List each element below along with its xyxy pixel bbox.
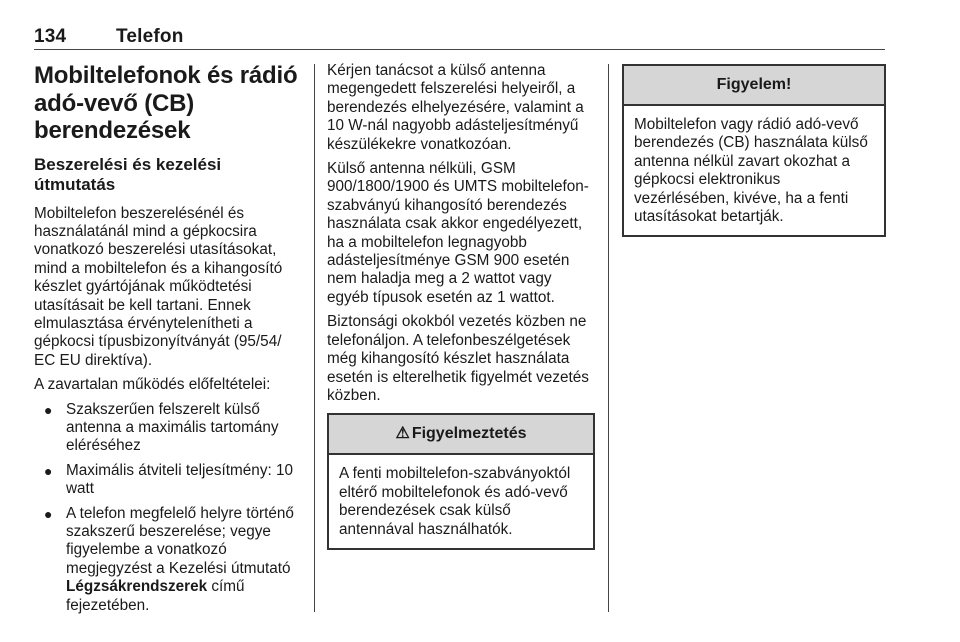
- warning-icon: ⚠: [395, 425, 410, 443]
- column-2: [327, 62, 595, 550]
- header-rule: [34, 49, 885, 50]
- list-item-text: A telefon megfelelő helyre történő szakszerű beszerelése; vegye figyelembe a vonatkozó megjegyzést a Kezelési útmutató: [66, 504, 294, 577]
- list-item-text: Maximális átviteli teljesítmény: 10 watt: [66, 461, 293, 498]
- gsm-paragraph: Külső antenna nélküli, GSM 900/1800/1900 és UMTS mobiltelefon-szabványú kihangosító berendezés használata csak akkor engedélyezett, ha a mobiltelefon legnagyobb adásteljesítménye GSM 900 esetén nem haladja meg a 2 wattot vagy egyéb típusok esetén az 1 wattot.: [327, 160, 589, 306]
- bullet-icon: ●: [44, 401, 53, 418]
- column-1: [34, 62, 302, 621]
- page-number: 134: [34, 26, 67, 47]
- list-item: [34, 505, 302, 615]
- prerequisites-paragraph: A zavartalan működés előfeltételei:: [34, 376, 271, 394]
- page-title: Mobiltelefonok és rádió adó-vevő (CB) berendezések: [34, 62, 298, 144]
- warning-header: [329, 415, 593, 455]
- warning-title: Figyelmeztetés: [411, 425, 527, 443]
- safety-paragraph: Biztonsági okokból vezetés közben ne telefonáljon. A telefonbeszélgetések még kihangosító készlet használata esetén is elterelhetik figyelmét vezetés közben.: [327, 313, 589, 404]
- warning-text: A fenti mobiltelefon-szabványoktól eltérő mobiltelefonok és adó-vevő berendezések csak külső antennával használhatók.: [339, 465, 571, 538]
- column-3: [622, 64, 886, 237]
- subtitle: Beszerelési és kezelési útmutatás: [34, 154, 222, 194]
- antenna-paragraph: Kérjen tanácsot a külső antenna megengedett felszerelési helyeiről, a berendezés elhelyezésére, valamint a 10 W-nál nagyobb adásteljesítményű készülékekre vonatkozóan.: [327, 62, 584, 153]
- list-item-text-end: című fejezetében.: [66, 578, 245, 614]
- section-title: Telefon: [116, 26, 184, 47]
- notice-box: [622, 64, 886, 237]
- page-header: [34, 26, 184, 48]
- warning-box: [327, 413, 595, 550]
- airbag-reference: Légzsákrendszerek: [66, 578, 208, 596]
- list-item: [34, 462, 302, 499]
- column-divider-1: [314, 64, 315, 612]
- column-divider-2: [608, 64, 609, 612]
- bullet-icon: ●: [44, 462, 53, 479]
- list-item-text: Szakszerűen felszerelt külső antenna a maximális tartomány eléréséhez: [66, 400, 279, 455]
- list-item: [34, 401, 302, 456]
- prerequisites-list: [34, 401, 302, 615]
- notice-title: Figyelem!: [624, 66, 884, 106]
- notice-text: Mobiltelefon vagy rádió adó-vevő berendezés (CB) használata külső antenna nélkül zavart okozhat a gépkocsi elektronikus vezérlésében, kivéve, ha a fenti utasításokat betartják.: [634, 116, 868, 226]
- bullet-icon: ●: [44, 505, 53, 522]
- intro-paragraph: Mobiltelefon beszerelésénél és használatánál mind a gépkocsira vonatkozó beszerelési utasításokat, mind a mobiltelefon és a kihangosító készlet gyártójának működtetési utasításait be kell tartani. Ennek elmulasztása érvénytelenítheti a gépkocsi típusbizonyítványát (95/54/ EC EU direktíva).: [34, 204, 283, 369]
